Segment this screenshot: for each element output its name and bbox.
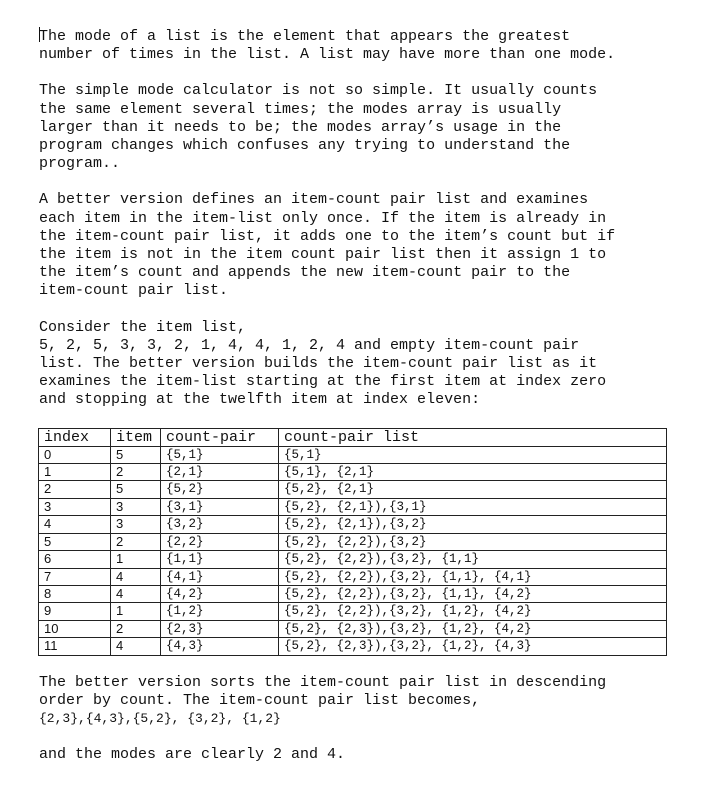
paragraph-sorted-list: {2,3},{4,3},{5,2}, {3,2}, {1,2} xyxy=(39,710,281,726)
table-row xyxy=(39,516,667,533)
cell-count-pair-list: {5,2}, {2,3}),{3,2}, {1,2}, {4,3} xyxy=(279,638,667,655)
cell-index: 7 xyxy=(39,568,111,585)
cell-index: 8 xyxy=(39,585,111,602)
table-row xyxy=(39,464,667,481)
cell-item: 1 xyxy=(111,603,161,620)
paragraph-mode-definition-text: The mode of a list is the element that appears the greatest number of times in the list. A list may have more than one mode. xyxy=(39,28,616,64)
cell-count-pair-list: {5,2}, {2,2}),{3,2}, {1,1} xyxy=(279,551,667,568)
table-row xyxy=(39,638,667,655)
table-row xyxy=(39,620,667,637)
cell-count-pair: {5,2} xyxy=(161,481,279,498)
table-row xyxy=(39,568,667,585)
cell-index: 3 xyxy=(39,498,111,515)
cell-index: 9 xyxy=(39,603,111,620)
cell-count-pair-list: {5,1} xyxy=(279,446,667,463)
cell-item: 4 xyxy=(111,585,161,602)
cell-count-pair-list: {5,2}, {2,1} xyxy=(279,481,667,498)
cell-index: 4 xyxy=(39,516,111,533)
cell-count-pair-list: {5,1}, {2,1} xyxy=(279,464,667,481)
table-row xyxy=(39,498,667,515)
table-row xyxy=(39,533,667,550)
paragraph-simple-mode: The simple mode calculator is not so simple. It usually counts the same element several times; the modes array is usually larger than it needs to be; the modes array’s usage in the program changes which confuses any trying to understand the program.. xyxy=(39,82,598,173)
table-header-row xyxy=(39,428,667,446)
document-body[interactable] xyxy=(39,27,679,782)
cell-count-pair: {4,2} xyxy=(161,585,279,602)
cell-count-pair: {3,2} xyxy=(161,516,279,533)
header-count-pair: count-pair xyxy=(161,428,279,446)
cell-item: 4 xyxy=(111,638,161,655)
paragraph-consider-list: Consider the item list, 5, 2, 5, 3, 3, 2, 1, 4, 4, 1, 2, 4 and empty item-count pair list. The better version builds the item-count pair list as it examines the item-list starting at the first item at index zero and stopping at the twelfth item at index eleven: xyxy=(39,318,607,409)
table-body xyxy=(39,446,667,655)
header-index: index xyxy=(39,428,111,446)
paragraph-conclusion: and the modes are clearly 2 and 4. xyxy=(39,746,346,764)
cell-item: 5 xyxy=(111,446,161,463)
cell-count-pair-list: {5,2}, {2,1}),{3,2} xyxy=(279,516,667,533)
cell-index: 1 xyxy=(39,464,111,481)
table-row xyxy=(39,446,667,463)
cell-count-pair: {5,1} xyxy=(161,446,279,463)
cell-item: 2 xyxy=(111,464,161,481)
table-row xyxy=(39,551,667,568)
header-item: item xyxy=(111,428,161,446)
header-count-pair-list: count-pair list xyxy=(279,428,667,446)
cell-item: 4 xyxy=(111,568,161,585)
cell-count-pair: {4,1} xyxy=(161,568,279,585)
cell-count-pair: {2,3} xyxy=(161,620,279,637)
cell-index: 5 xyxy=(39,533,111,550)
cell-item: 3 xyxy=(111,498,161,515)
item-count-table xyxy=(38,428,667,656)
table-row xyxy=(39,585,667,602)
cell-count-pair-list: {5,2}, {2,2}),{3,2} xyxy=(279,533,667,550)
cell-count-pair-list: {5,2}, {2,2}),{3,2}, {1,2}, {4,2} xyxy=(279,603,667,620)
paragraph-sorted: The better version sorts the item-count pair list in descending order by count. The item-count pair list becomes, xyxy=(39,673,607,709)
cell-count-pair-list: {5,2}, {2,1}),{3,1} xyxy=(279,498,667,515)
cell-item: 2 xyxy=(111,620,161,637)
cell-count-pair-list: {5,2}, {2,3}),{3,2}, {1,2}, {4,2} xyxy=(279,620,667,637)
cell-index: 0 xyxy=(39,446,111,463)
cell-count-pair: {2,1} xyxy=(161,464,279,481)
cell-item: 1 xyxy=(111,551,161,568)
cell-item: 5 xyxy=(111,481,161,498)
cell-count-pair: {3,1} xyxy=(161,498,279,515)
cell-item: 2 xyxy=(111,533,161,550)
cell-index: 10 xyxy=(39,620,111,637)
paragraph-mode-definition xyxy=(39,27,679,64)
table-row xyxy=(39,481,667,498)
cell-index: 6 xyxy=(39,551,111,568)
cell-count-pair: {4,3} xyxy=(161,638,279,655)
cell-count-pair-list: {5,2}, {2,2}),{3,2}, {1,1}, {4,2} xyxy=(279,585,667,602)
cell-count-pair: {1,1} xyxy=(161,551,279,568)
paragraph-better-version: A better version defines an item-count pair list and examines each item in the item-list only once. If the item is already in the item-count pair list, it adds one to the item’s count but if the item is not in the item count pair list then it assign 1 to the item’s count and appends the new item-count pair to the item-count pair list. xyxy=(39,191,616,300)
cell-index: 11 xyxy=(39,638,111,655)
cell-count-pair: {1,2} xyxy=(161,603,279,620)
cell-count-pair-list: {5,2}, {2,2}),{3,2}, {1,1}, {4,1} xyxy=(279,568,667,585)
table-row xyxy=(39,603,667,620)
cell-item: 3 xyxy=(111,516,161,533)
cell-count-pair: {2,2} xyxy=(161,533,279,550)
cell-index: 2 xyxy=(39,481,111,498)
